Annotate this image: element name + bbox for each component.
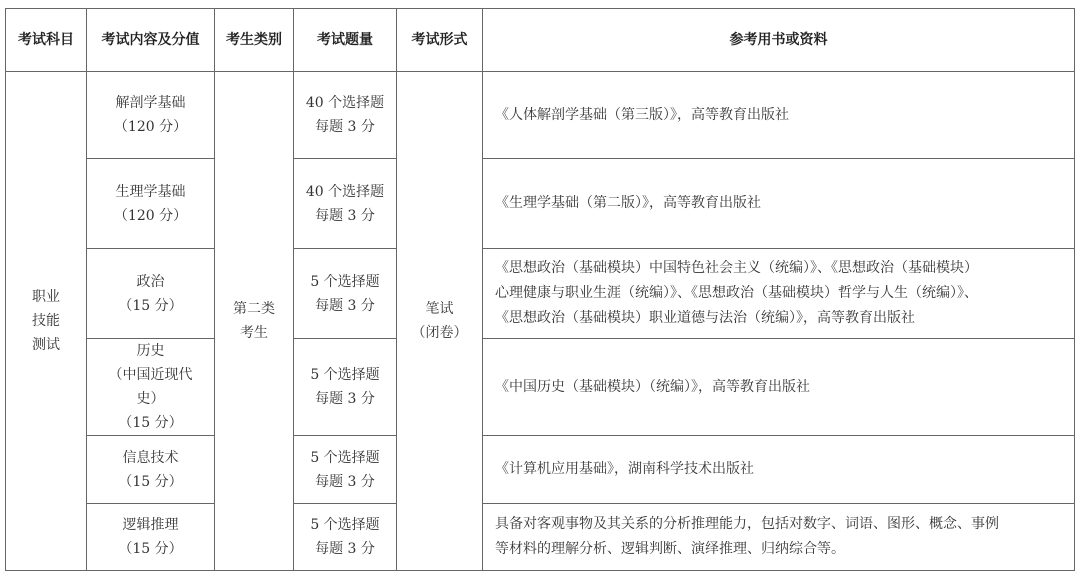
table-row xyxy=(6,159,1075,249)
reference-cell xyxy=(483,72,1075,159)
content-line: 政治 xyxy=(136,273,165,290)
content-line: 历史 xyxy=(136,343,165,359)
content-line: 史） xyxy=(136,391,165,407)
format-line: 笔试 xyxy=(425,301,454,317)
format-cell xyxy=(397,72,483,571)
category-cell xyxy=(215,72,294,571)
count-cell xyxy=(294,436,397,504)
content-line: （15 分） xyxy=(118,473,183,490)
reference-cell xyxy=(483,436,1075,504)
content-line: 生理学基础 xyxy=(115,183,186,200)
table-row xyxy=(6,339,1075,436)
count-cell xyxy=(294,249,397,339)
reference-line: 《生理学基础（第二版）》，高等教育出版社 xyxy=(495,195,761,211)
count-line: 每题 3 分 xyxy=(315,473,375,490)
table-row xyxy=(6,436,1075,504)
count-line: 每题 3 分 xyxy=(315,391,375,407)
count-line: 40 个选择题 xyxy=(305,183,385,200)
header-category: 考生类别 xyxy=(215,9,294,72)
table-row xyxy=(6,504,1075,571)
reference-line: 心理健康与职业生涯（统编）》、《思想政治（基础模块）哲学与人生（统编）》、 xyxy=(495,285,978,301)
count-line: 5 个选择题 xyxy=(310,273,380,290)
header-row xyxy=(6,9,1075,72)
header-content: 考试内容及分值 xyxy=(87,9,215,72)
count-cell xyxy=(294,339,397,436)
header-subject: 考试科目 xyxy=(6,9,87,72)
reference-line: 等材料的理解分析、逻辑判断、演绎推理、归纳综合等。 xyxy=(495,541,845,557)
subject-line: 技能 xyxy=(32,313,60,329)
count-line: 5 个选择题 xyxy=(310,367,380,383)
reference-cell xyxy=(483,249,1075,339)
content-cell xyxy=(87,504,215,571)
content-line: 逻辑推理 xyxy=(122,517,179,533)
category-line: 第二类 xyxy=(233,301,275,317)
header-format: 考试形式 xyxy=(397,9,483,72)
content-cell xyxy=(87,72,215,159)
content-line: （15 分） xyxy=(118,297,183,314)
content-cell xyxy=(87,249,215,339)
count-line: 5 个选择题 xyxy=(310,449,380,466)
exam-table xyxy=(5,8,1075,571)
table-row xyxy=(6,249,1075,339)
category-line: 考生 xyxy=(240,325,268,341)
reference-cell xyxy=(483,159,1075,249)
content-line: （120 分） xyxy=(113,207,188,224)
count-line: 每题 3 分 xyxy=(315,119,375,135)
reference-line: 《思想政治（基础模块）中国特色社会主义（统编）》、《思想政治（基础模块） xyxy=(495,260,978,276)
count-cell xyxy=(294,72,397,159)
count-line: 5 个选择题 xyxy=(310,517,380,533)
reference-line: 具备对客观事物及其关系的分析推理能力，包括对数字、词语、图形、概念、事例 xyxy=(495,516,999,532)
table-row xyxy=(6,72,1075,159)
content-cell xyxy=(87,159,215,249)
header-count: 考试题量 xyxy=(294,9,397,72)
format-line: （闭卷） xyxy=(411,325,468,341)
count-cell xyxy=(294,504,397,571)
content-line: （120 分） xyxy=(113,119,188,135)
content-line: （15 分） xyxy=(118,415,183,431)
content-cell xyxy=(87,339,215,436)
content-line: 信息技术 xyxy=(122,449,179,466)
reference-line: 《中国历史（基础模块）（统编）》，高等教育出版社 xyxy=(495,378,810,395)
reference-line: 《计算机应用基础》，湖南科学技术出版社 xyxy=(495,461,754,477)
count-line: 每题 3 分 xyxy=(315,541,375,557)
count-cell xyxy=(294,159,397,249)
reference-cell xyxy=(483,504,1075,571)
reference-line: 《人体解剖学基础（第三版）》，高等教育出版社 xyxy=(495,106,789,123)
content-line: （15 分） xyxy=(118,541,183,557)
subject-cell xyxy=(6,72,87,571)
content-line: 解剖学基础 xyxy=(115,95,186,111)
subject-line: 测试 xyxy=(32,337,60,353)
reference-cell xyxy=(483,339,1075,436)
content-cell xyxy=(87,436,215,504)
count-line: 40 个选择题 xyxy=(305,95,385,111)
subject-line: 职业 xyxy=(32,289,60,305)
count-line: 每题 3 分 xyxy=(315,297,375,314)
content-line: （中国近现代 xyxy=(108,367,193,383)
count-line: 每题 3 分 xyxy=(315,207,375,224)
header-reference: 参考用书或资料 xyxy=(483,9,1075,72)
reference-line: 《思想政治（基础模块）职业道德与法治（统编）》，高等教育出版社 xyxy=(495,310,915,326)
